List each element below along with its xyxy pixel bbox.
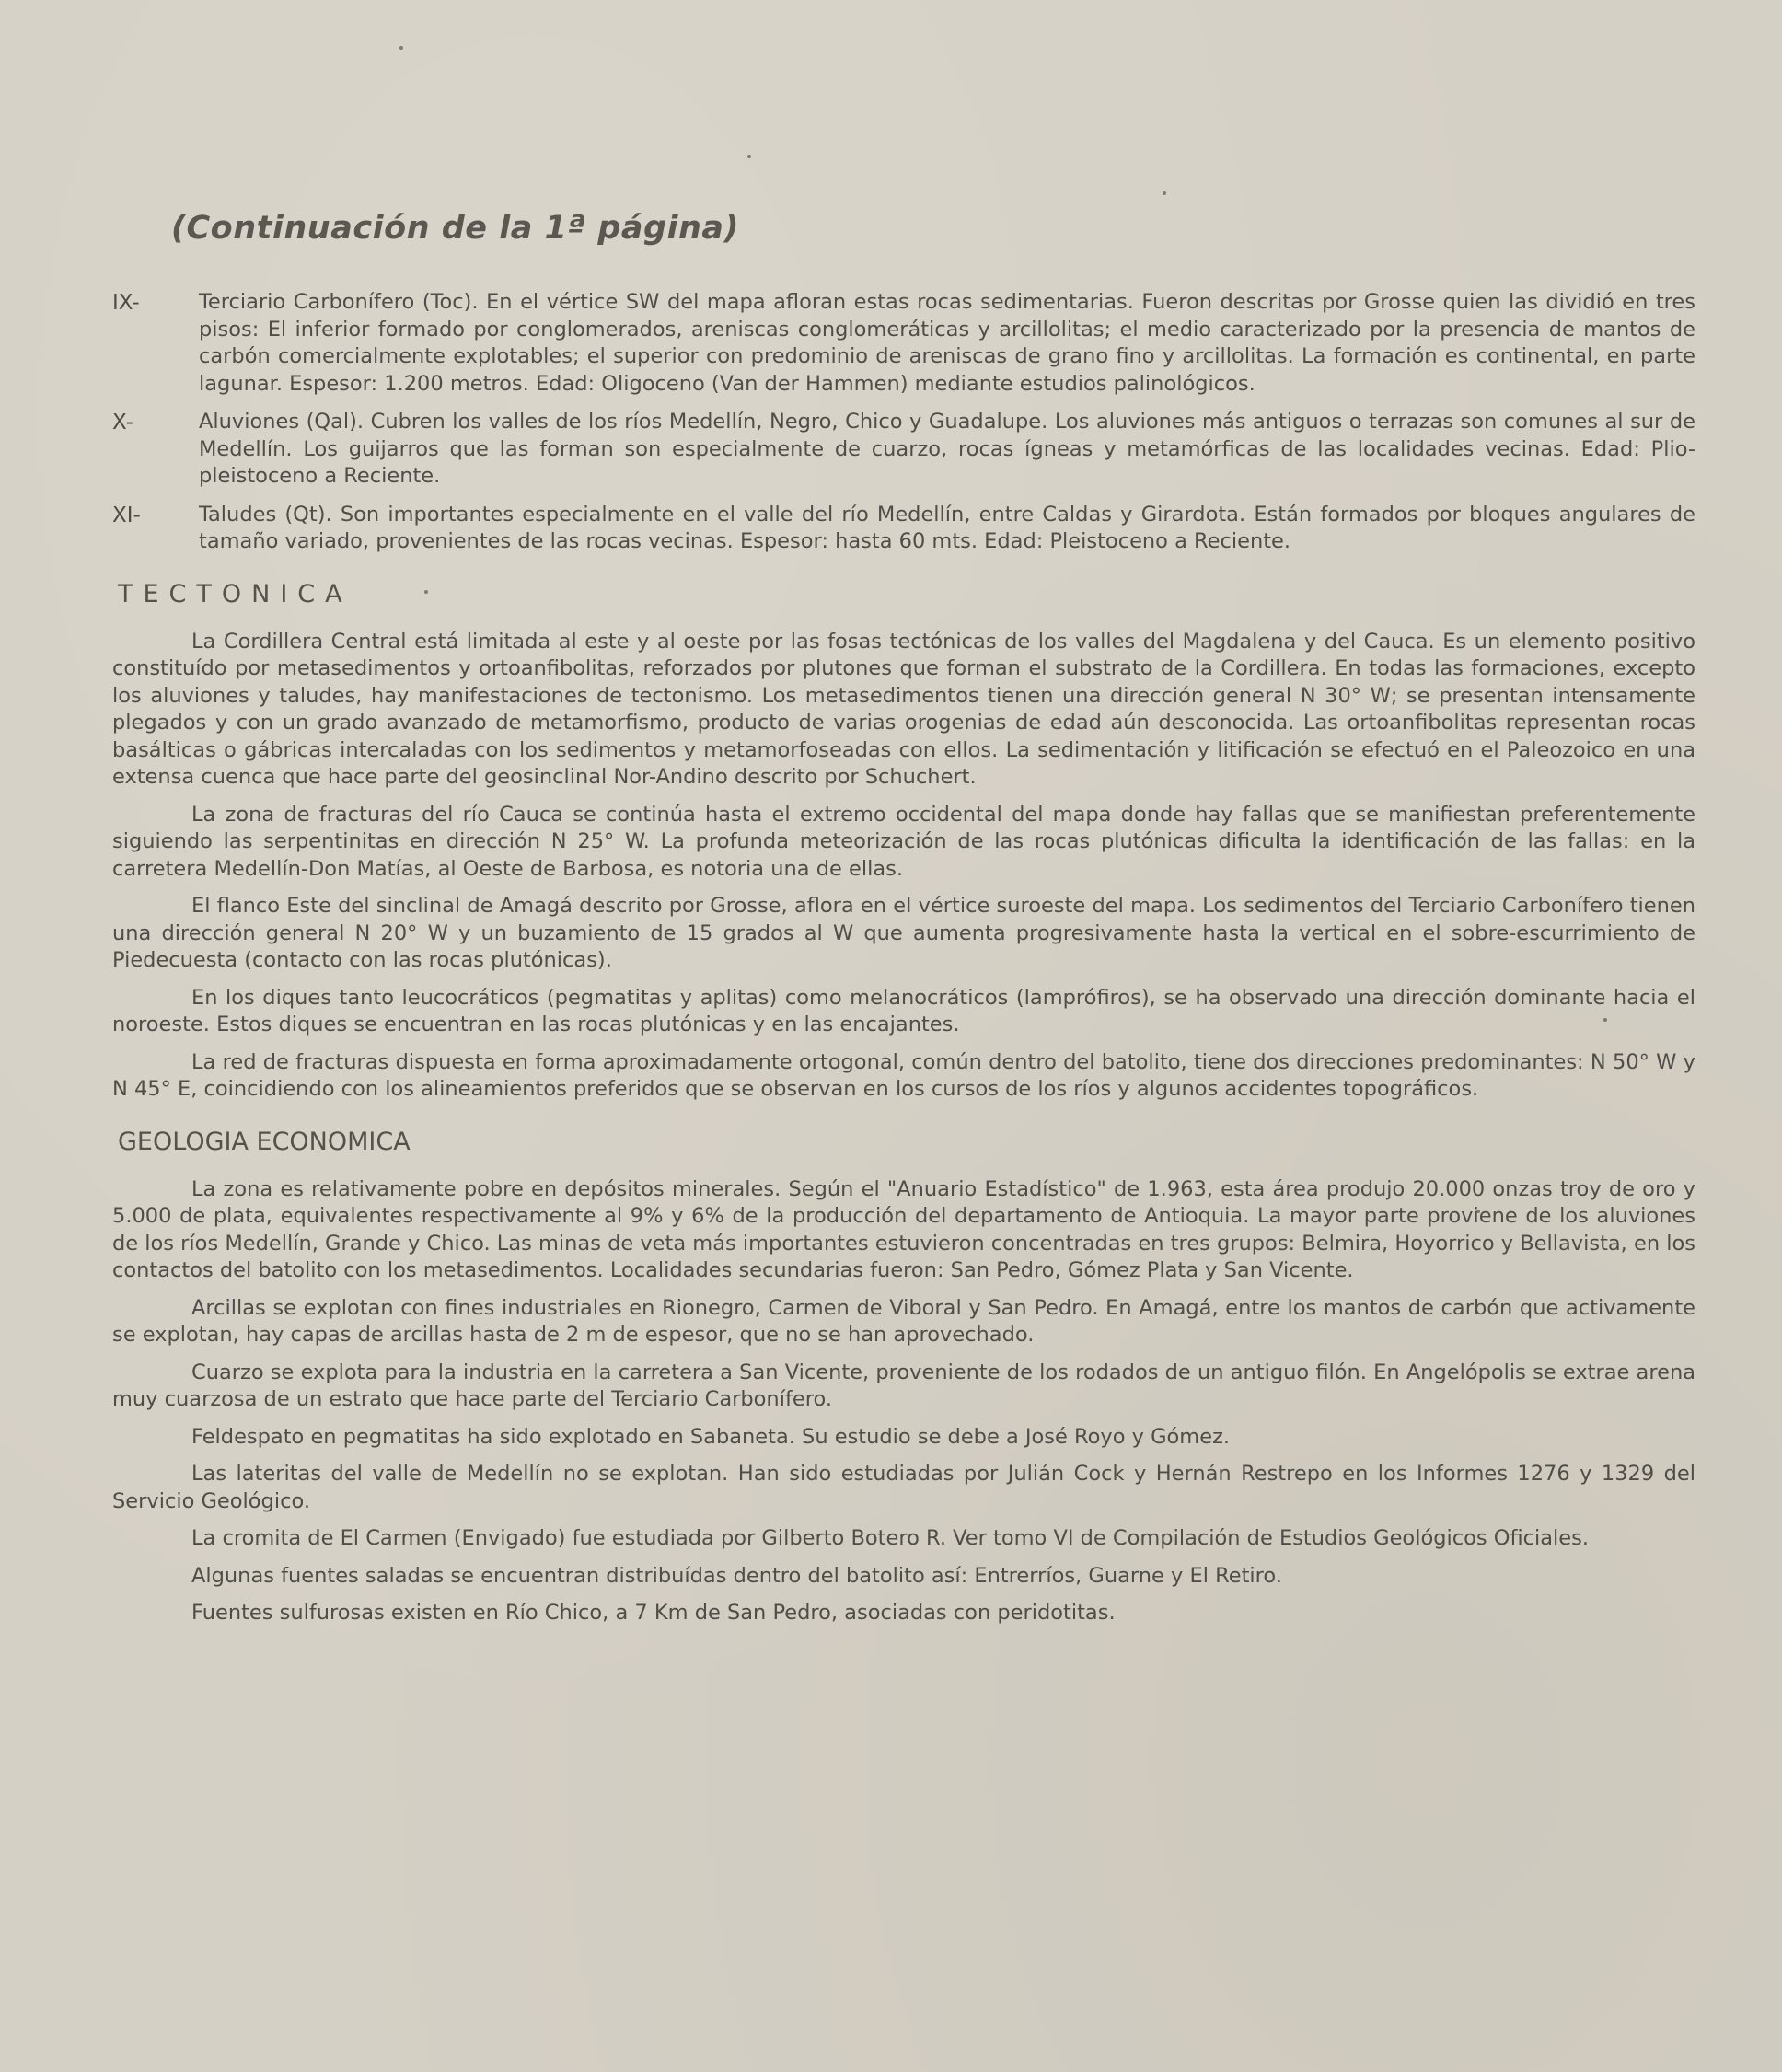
paragraph: Algunas fuentes saladas se encuentran distribuídas dentro del batolito así: Entrerríos, Guarne y El Retiro. [191,1563,1282,1588]
paragraph: El flanco Este del sinclinal de Amagá descrito por Grosse, aflora en el vértice suroeste del mapa. Los sedimentos del Terciario Carbonífero tienen una dirección general N 20° W y un buzamiento de 15 grados al W que aumenta progresivamente hasta la vertical en el sobre-escurrimiento de Piedecuesta (contacto con las rocas plutónicas). [112,894,1695,972]
tectonica-section [112,629,1695,1104]
paragraph: Arcillas se explotan con fines industriales en Rionegro, Carmen de Viboral y San Pedro. En Amagá, entre los mantos de carbón que activamente se explotan, hay capas de arcillas hasta de 2 m de espesor, que no se han aprovechado. [112,1295,1695,1347]
list-item [112,502,1695,556]
formation-list [112,289,1695,556]
paragraph: La zona es relativamente pobre en depósitos minerales. Según el "Anuario Estadístico" de 1.963, esta área produjo 20.000 onzas troy de oro y 5.000 de plata, equivalentes respectivamente al 9% y 6% de la producción del departamento de Antioquia. La mayor parte proviene de los aluviones de los ríos Medellín, Grande y Chico. Las minas de veta más importantes estuvieron concentradas en tres grupos: Belmira, Hoyorrico y Bellavista, en los contactos del batolito con los metasedimentos. Localidades secundarias fueron: San Pedro, Gómez Plata y San Vicente. [112,1176,1695,1282]
item-text: Aluviones (Qal). Cubren los valles de los ríos Medellín, Negro, Chico y Guadalupe. Los aluviones más antiguos o terrazas son comunes al sur de Medellín. Los guijarros que las forman son especialmente de cuarzo, rocas ígneas y metamórficas de las localidades vecinas. Edad: Plio-pleistoceno a Reciente. [199,410,1695,488]
paragraph: Fuentes sulfurosas existen en Río Chico, a 7 Km de San Pedro, asociadas con peridotitas. [191,1601,1116,1625]
paper-speck [747,155,751,158]
paragraph: La cromita de El Carmen (Envigado) fue estudiada por Gilberto Botero R. Ver tomo VI de Compilación de Estudios Geológicos Oficiales. [191,1526,1590,1550]
paragraph: Feldespato en pegmatitas ha sido explotado en Sabaneta. Su estudio se debe a José Royo y Gómez. [191,1424,1231,1449]
paragraph: Las lateritas del valle de Medellín no se explotan. Han sido estudiadas por Julián Cock y Hernán Restrepo en los Informes 1276 y 1329 del Servicio Geológico. [112,1462,1695,1513]
paper-speck [1163,191,1166,195]
continuation-title: (Continuación de la 1ª página) [171,210,740,247]
item-number: IX- [112,291,140,315]
item-text: Taludes (Qt). Son importantes especialmente en el valle del río Medellín, entre Caldas y Girardota. Están formados por bloques angulares de tamaño variado, provenientes de las rocas vecinas. Espesor: hasta 60 mts. Edad: Pleistoceno a Reciente. [199,502,1695,553]
paragraph: En los diques tanto leucocráticos (pegmatitas y aplitas) como melanocráticos (lamprófiros), se ha observado una dirección dominante hacia el noroeste. Estos diques se encuentran en las rocas plutónicas y en las encajantes. [112,985,1695,1036]
paragraph: La Cordillera Central está limitada al este y al oeste por las fosas tectónicas de los valles del Magdalena y del Cauca. Es un elemento positivo constituído por metasedimentos y ortoanfibolitas, reforzados por plutones que forman el substrato de la Cordillera. En todas las formaciones, excepto los aluviones y taludes, hay manifestaciones de tectonismo. Los metasedimentos tienen una dirección general N 30° W; se presentan intensamente plegados y con un grado avanzado de metamorfismo, producto de varias orogenias de edad aún desconocida. Las ortoanfibolitas representan rocas basálticas o gábricas intercaladas con los sedimentos y metamorfoseadas con ellos. La sedimentación y litificación se efectuó en el Paleozoico en una extensa cuenca que hace parte del geosinclinal Nor-Andino descrito por Schuchert. [112,629,1695,789]
geologia-economica-heading: GEOLOGIA ECONOMICA [118,1127,411,1156]
item-text: Terciario Carbonífero (Toc). En el vértice SW del mapa afloran estas rocas sedimentarias. Fueron descritas por Grosse quien las dividió en tres pisos: El inferior formado por conglomerados, areniscas conglomeráticas y arcillolitas; el medio caracterizado por la presencia de mantos de carbón comercialmente explotables; el superior con predominio de areniscas de grano fino y arcillolitas. La formación es continental, en parte lagunar. Espesor: 1.200 metros. Edad: Oligoceno (Van der Hammen) mediante estudios palinológicos. [199,290,1695,396]
tectonica-heading: TECTONICA [118,579,353,608]
paper-speck [399,46,403,50]
geologia-economica-section [112,1176,1695,1627]
paragraph: La red de fracturas dispuesta en forma aproximadamente ortogonal, común dentro del batolito, tiene dos direcciones predominantes: N 50° W y N 45° E, coincidiendo con los alineamientos preferidos que se observan en los cursos de los ríos y algunos accidentes topográficos. [112,1049,1695,1101]
document-body [112,210,1695,1638]
list-item [112,289,1695,398]
paragraph: La zona de fracturas del río Cauca se continúa hasta el extremo occidental del mapa donde hay fallas que se manifiestan preferentemente siguiendo las serpentinitas en dirección N 25° W. La profunda meteorización de las rocas plutónicas dificulta la identificación de las fallas: en la carretera Medellín-Don Matías, al Oeste de Barbosa, es notoria una de ellas. [112,802,1695,881]
list-item [112,409,1695,491]
item-number: X- [112,411,133,434]
item-number: XI- [112,503,141,527]
paragraph: Cuarzo se explota para la industria en la carretera a San Vicente, proveniente de los rodados de un antiguo filón. En Angelópolis se extrae arena muy cuarzosa de un estrato que hace parte del Terciario Carbonífero. [112,1360,1695,1411]
